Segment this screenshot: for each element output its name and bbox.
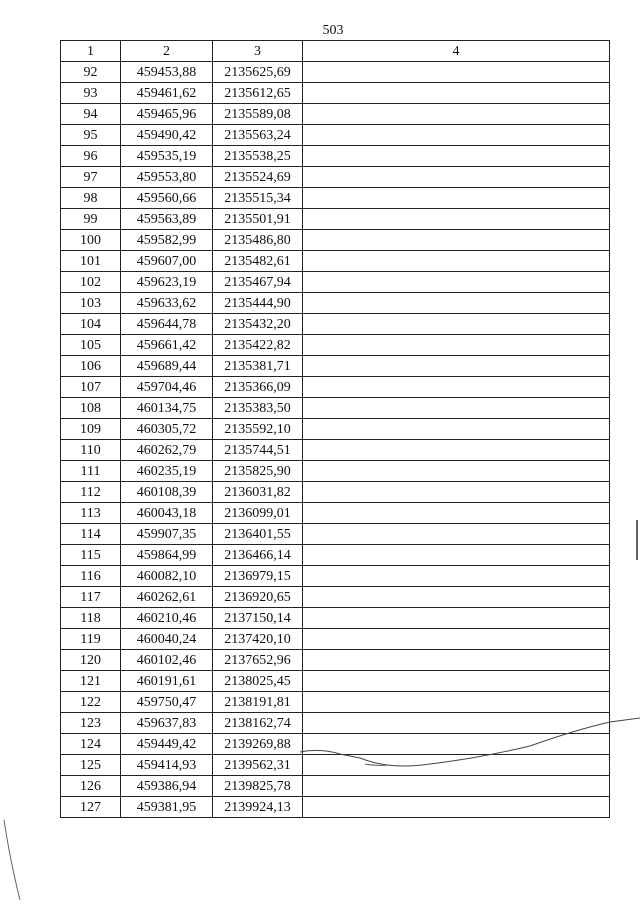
table-cell-col-2: 459750,47 <box>121 692 213 713</box>
table-cell-col-1: 111 <box>61 461 121 482</box>
table-cell-col-4 <box>303 587 610 608</box>
table-cell-col-2: 459414,93 <box>121 755 213 776</box>
table-cell-col-1: 92 <box>61 62 121 83</box>
table-row <box>61 398 610 419</box>
table-cell-col-1: 125 <box>61 755 121 776</box>
table-row <box>61 293 610 314</box>
table-cell-col-1: 127 <box>61 797 121 818</box>
table-cell-col-3: 2135381,71 <box>213 356 303 377</box>
table-cell-col-2: 460040,24 <box>121 629 213 650</box>
table-cell-col-3: 2138025,45 <box>213 671 303 692</box>
table-row <box>61 335 610 356</box>
table-cell-col-3: 2139562,31 <box>213 755 303 776</box>
table-cell-col-3: 2139269,88 <box>213 734 303 755</box>
coordinates-table <box>60 40 610 818</box>
table-cell-col-1: 104 <box>61 314 121 335</box>
table-cell-col-1: 114 <box>61 524 121 545</box>
table-cell-col-2: 460235,19 <box>121 461 213 482</box>
table-cell-col-1: 99 <box>61 209 121 230</box>
table-cell-col-1: 102 <box>61 272 121 293</box>
table-cell-col-3: 2135589,08 <box>213 104 303 125</box>
table-cell-col-1: 97 <box>61 167 121 188</box>
table-cell-col-1: 115 <box>61 545 121 566</box>
table-cell-col-4 <box>303 62 610 83</box>
table-cell-col-3: 2135482,61 <box>213 251 303 272</box>
table-row <box>61 482 610 503</box>
table-row <box>61 62 610 83</box>
table-row <box>61 608 610 629</box>
table-cell-col-4 <box>303 440 610 461</box>
table-row <box>61 629 610 650</box>
table-cell-col-4 <box>303 461 610 482</box>
table-cell-col-3: 2135501,91 <box>213 209 303 230</box>
table-cell-col-3: 2136401,55 <box>213 524 303 545</box>
table-cell-col-1: 123 <box>61 713 121 734</box>
table-cell-col-2: 459553,80 <box>121 167 213 188</box>
table-row <box>61 314 610 335</box>
table-row <box>61 419 610 440</box>
table-cell-col-3: 2136099,01 <box>213 503 303 524</box>
table-cell-col-1: 110 <box>61 440 121 461</box>
table-cell-col-4 <box>303 776 610 797</box>
table-cell-col-4 <box>303 398 610 419</box>
table-cell-col-1: 113 <box>61 503 121 524</box>
table-cell-col-2: 459490,42 <box>121 125 213 146</box>
table-cell-col-4 <box>303 650 610 671</box>
table-row <box>61 377 610 398</box>
table-cell-col-4 <box>303 566 610 587</box>
table-cell-col-3: 2137150,14 <box>213 608 303 629</box>
table-row <box>61 713 610 734</box>
table-cell-col-2: 459386,94 <box>121 776 213 797</box>
table-cell-col-2: 459907,35 <box>121 524 213 545</box>
table-cell-col-3: 2135538,25 <box>213 146 303 167</box>
table-cell-col-3: 2135515,34 <box>213 188 303 209</box>
table-cell-col-4 <box>303 524 610 545</box>
table-cell-col-3: 2136466,14 <box>213 545 303 566</box>
table-cell-col-1: 105 <box>61 335 121 356</box>
table-cell-col-2: 460102,46 <box>121 650 213 671</box>
table-cell-col-2: 459689,44 <box>121 356 213 377</box>
table-cell-col-4 <box>303 713 610 734</box>
table-cell-col-2: 459704,46 <box>121 377 213 398</box>
table-cell-col-4 <box>303 167 610 188</box>
table-row <box>61 125 610 146</box>
table-cell-col-3: 2135563,24 <box>213 125 303 146</box>
table-cell-col-4 <box>303 146 610 167</box>
table-row <box>61 755 610 776</box>
table-cell-col-4 <box>303 755 610 776</box>
table-cell-col-3: 2135744,51 <box>213 440 303 461</box>
table-row <box>61 167 610 188</box>
table-cell-col-1: 116 <box>61 566 121 587</box>
table-cell-col-4 <box>303 377 610 398</box>
table-row <box>61 503 610 524</box>
table-cell-col-3: 2135422,82 <box>213 335 303 356</box>
table-cell-col-1: 103 <box>61 293 121 314</box>
table-cell-col-1: 98 <box>61 188 121 209</box>
table-row <box>61 272 610 293</box>
table-cell-col-1: 126 <box>61 776 121 797</box>
table-cell-col-2: 460108,39 <box>121 482 213 503</box>
table-row <box>61 650 610 671</box>
table-cell-col-4 <box>303 230 610 251</box>
table-cell-col-2: 459563,89 <box>121 209 213 230</box>
table-cell-col-4 <box>303 272 610 293</box>
table-cell-col-2: 459465,96 <box>121 104 213 125</box>
table-cell-col-2: 460305,72 <box>121 419 213 440</box>
table-row <box>61 545 610 566</box>
table-cell-col-4 <box>303 482 610 503</box>
table-cell-col-3: 2135592,10 <box>213 419 303 440</box>
header-col-1: 1 <box>61 41 121 62</box>
table-cell-col-2: 459449,42 <box>121 734 213 755</box>
table-cell-col-2: 460191,61 <box>121 671 213 692</box>
table-cell-col-3: 2138191,81 <box>213 692 303 713</box>
table-cell-col-1: 100 <box>61 230 121 251</box>
table-cell-col-2: 459661,42 <box>121 335 213 356</box>
table-cell-col-2: 459560,66 <box>121 188 213 209</box>
table-cell-col-4 <box>303 188 610 209</box>
table-cell-col-4 <box>303 314 610 335</box>
table-cell-col-4 <box>303 104 610 125</box>
table-row <box>61 440 610 461</box>
table-cell-col-4 <box>303 83 610 104</box>
table-cell-col-2: 460134,75 <box>121 398 213 419</box>
table-cell-col-1: 112 <box>61 482 121 503</box>
table-row <box>61 734 610 755</box>
table-cell-col-2: 459535,19 <box>121 146 213 167</box>
table-cell-col-1: 96 <box>61 146 121 167</box>
table-row <box>61 776 610 797</box>
margin-line <box>4 820 20 900</box>
table-cell-col-1: 109 <box>61 419 121 440</box>
table-body <box>61 62 610 818</box>
table-cell-col-2: 459582,99 <box>121 230 213 251</box>
table-cell-col-4 <box>303 356 610 377</box>
table-cell-col-1: 120 <box>61 650 121 671</box>
table-cell-col-1: 122 <box>61 692 121 713</box>
table-cell-col-2: 459453,88 <box>121 62 213 83</box>
table-cell-col-1: 101 <box>61 251 121 272</box>
table-cell-col-3: 2135467,94 <box>213 272 303 293</box>
table-cell-col-3: 2135612,65 <box>213 83 303 104</box>
table-cell-col-1: 121 <box>61 671 121 692</box>
header-col-4: 4 <box>303 41 610 62</box>
table-cell-col-4 <box>303 692 610 713</box>
table-cell-col-2: 459607,00 <box>121 251 213 272</box>
table-row <box>61 83 610 104</box>
table-row <box>61 104 610 125</box>
table-header-row <box>61 41 610 62</box>
table-cell-col-4 <box>303 293 610 314</box>
table-cell-col-3: 2135524,69 <box>213 167 303 188</box>
table-cell-col-2: 460262,79 <box>121 440 213 461</box>
table-cell-col-1: 124 <box>61 734 121 755</box>
table-cell-col-4 <box>303 797 610 818</box>
table-cell-col-3: 2136031,82 <box>213 482 303 503</box>
table-cell-col-2: 459381,95 <box>121 797 213 818</box>
table-row <box>61 230 610 251</box>
table-cell-col-4 <box>303 734 610 755</box>
table-cell-col-3: 2135625,69 <box>213 62 303 83</box>
table-cell-col-3: 2135383,50 <box>213 398 303 419</box>
table-cell-col-1: 95 <box>61 125 121 146</box>
table-cell-col-4 <box>303 629 610 650</box>
table-cell-col-3: 2135432,20 <box>213 314 303 335</box>
table-row <box>61 461 610 482</box>
table-row <box>61 524 610 545</box>
table-cell-col-4 <box>303 251 610 272</box>
table-cell-col-1: 107 <box>61 377 121 398</box>
table-row <box>61 671 610 692</box>
table-cell-col-3: 2135444,90 <box>213 293 303 314</box>
table-cell-col-4 <box>303 608 610 629</box>
table-cell-col-3: 2137420,10 <box>213 629 303 650</box>
table-cell-col-1: 94 <box>61 104 121 125</box>
table-cell-col-4 <box>303 671 610 692</box>
table-cell-col-2: 460210,46 <box>121 608 213 629</box>
table-cell-col-1: 93 <box>61 83 121 104</box>
table-row <box>61 251 610 272</box>
table-cell-col-2: 459623,19 <box>121 272 213 293</box>
table-row <box>61 566 610 587</box>
table-cell-col-3: 2137652,96 <box>213 650 303 671</box>
table-cell-col-4 <box>303 125 610 146</box>
table-row <box>61 356 610 377</box>
table-cell-col-1: 117 <box>61 587 121 608</box>
table-cell-col-2: 459637,83 <box>121 713 213 734</box>
table-cell-col-4 <box>303 545 610 566</box>
table-cell-col-4 <box>303 209 610 230</box>
table-row <box>61 797 610 818</box>
table-cell-col-2: 459461,62 <box>121 83 213 104</box>
table-cell-col-2: 459864,99 <box>121 545 213 566</box>
table-cell-col-3: 2135825,90 <box>213 461 303 482</box>
table-cell-col-3: 2135486,80 <box>213 230 303 251</box>
table-cell-col-3: 2136979,15 <box>213 566 303 587</box>
table-cell-col-3: 2135366,09 <box>213 377 303 398</box>
table-cell-col-3: 2139924,13 <box>213 797 303 818</box>
header-col-3: 3 <box>213 41 303 62</box>
table-row <box>61 209 610 230</box>
table-cell-col-2: 460043,18 <box>121 503 213 524</box>
table-cell-col-1: 118 <box>61 608 121 629</box>
table-cell-col-1: 119 <box>61 629 121 650</box>
table-cell-col-1: 106 <box>61 356 121 377</box>
table-cell-col-3: 2136920,65 <box>213 587 303 608</box>
table-cell-col-4 <box>303 335 610 356</box>
table-row <box>61 188 610 209</box>
table-cell-col-4 <box>303 419 610 440</box>
table-cell-col-3: 2138162,74 <box>213 713 303 734</box>
table-cell-col-2: 460262,61 <box>121 587 213 608</box>
table-cell-col-3: 2139825,78 <box>213 776 303 797</box>
table-cell-col-2: 459644,78 <box>121 314 213 335</box>
table-row <box>61 146 610 167</box>
page-number: 503 <box>322 23 344 38</box>
header-col-2: 2 <box>121 41 213 62</box>
table-cell-col-2: 459633,62 <box>121 293 213 314</box>
table-cell-col-1: 108 <box>61 398 121 419</box>
table-cell-col-4 <box>303 503 610 524</box>
table-cell-col-2: 460082,10 <box>121 566 213 587</box>
table-row <box>61 692 610 713</box>
table-row <box>61 587 610 608</box>
